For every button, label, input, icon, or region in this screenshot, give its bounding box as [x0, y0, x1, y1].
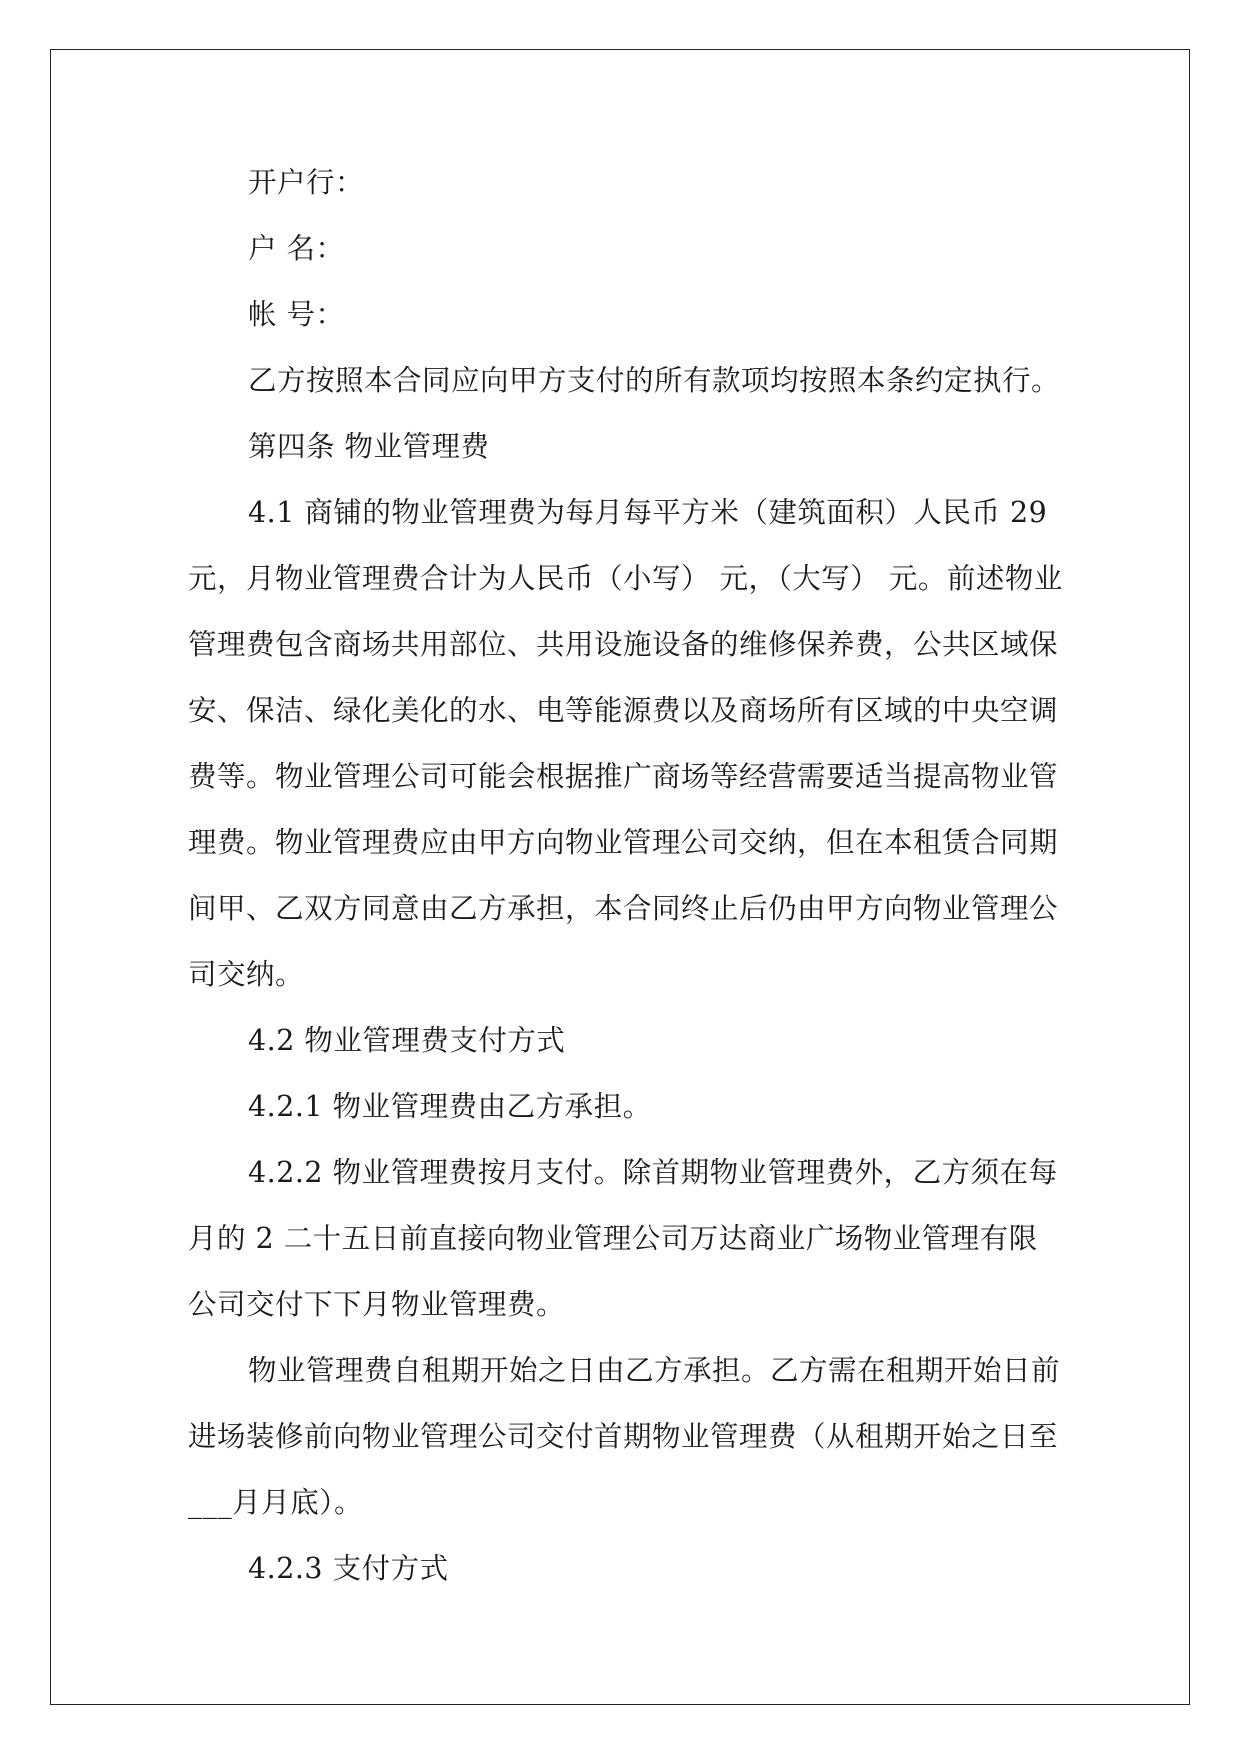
clause-4-2-2-line-1: 4.2.2 物业管理费按月支付。除首期物业管理费外，乙方须在每 — [248, 1156, 1058, 1189]
clause-4-2-1: 4.2.1 物业管理费由乙方承担。 — [248, 1090, 652, 1123]
clause-4-1-line-4: 安、保洁、绿化美化的水、电等能源费以及商场所有区域的中央空调 — [188, 694, 1059, 727]
first-payment-line-1: 物业管理费自租期开始之日由乙方承担。乙方需在租期开始日前 — [248, 1354, 1061, 1387]
clause-4-1-line-3: 管理费包含商场共用部位、共用设施设备的维修保养费，公共区域保 — [188, 628, 1059, 661]
first-payment-line-2: 进场装修前向物业管理公司交付首期物业管理费（从租期开始之日至 — [188, 1420, 1059, 1453]
article-four-heading: 第四条 物业管理费 — [248, 430, 490, 463]
clause-4-1-line-6: 理费。物业管理费应由甲方向物业管理公司交纳，但在本租赁合同期 — [188, 826, 1059, 859]
document-body — [188, 150, 1063, 1602]
clause-4-2-3-heading: 4.2.3 支付方式 — [248, 1552, 449, 1585]
first-payment-line-3: ___月月底）。 — [188, 1486, 364, 1519]
clause-4-1-line-7: 间甲、乙双方同意由乙方承担，本合同终止后仍由甲方向物业管理公 — [188, 892, 1059, 925]
clause-4-2-heading: 4.2 物业管理费支付方式 — [248, 1024, 566, 1057]
bank-label: 开户行： — [248, 166, 365, 199]
clause-4-1-line-5: 费等。物业管理公司可能会根据推广商场等经营需要适当提高物业管 — [188, 760, 1059, 793]
clause-4-2-2-line-2: 月的 2 二十五日前直接向物业管理公司万达商业广场物业管理有限 — [188, 1222, 1038, 1255]
clause-4-1-line-1: 4.1 商铺的物业管理费为每月每平方米（建筑面积）人民币 29 — [248, 496, 1048, 529]
account-number-label: 帐 号： — [248, 298, 345, 331]
account-name-label: 户 名： — [248, 232, 345, 265]
clause-4-1-line-2: 元，月物业管理费合计为人民币（小写） 元，（大写） 元。前述物业 — [188, 562, 1063, 595]
payment-clause: 乙方按照本合同应向甲方支付的所有款项均按照本条约定执行。 — [248, 364, 1061, 397]
clause-4-2-2-line-3: 公司交付下下月物业管理费。 — [188, 1288, 566, 1321]
clause-4-1-line-8: 司交纳。 — [188, 958, 305, 991]
